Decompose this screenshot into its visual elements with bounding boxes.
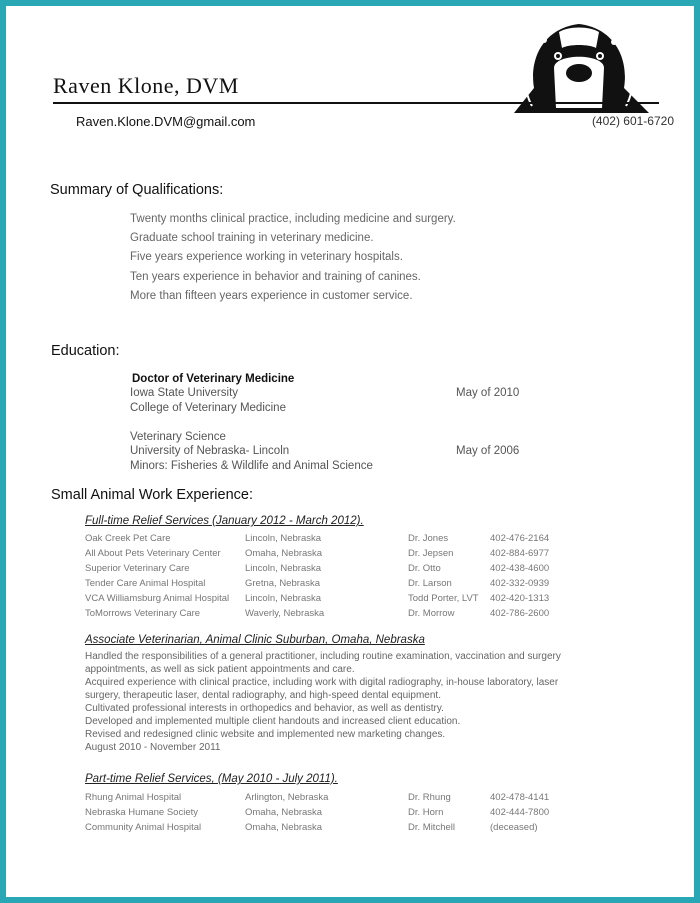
contact-name: Dr. Morrow — [408, 608, 455, 619]
contact-phone: (deceased) — [490, 822, 538, 833]
contact-phone: 402-444-7800 — [490, 807, 550, 818]
email-address[interactable]: Raven.Klone.DVM@gmail.com — [76, 114, 256, 129]
resume-page — [6, 6, 694, 897]
description-line: surgery, therapeutic laser, dental radiography, and high-speed dental equipment. — [85, 690, 441, 701]
graduation-date: May of 2010 — [456, 387, 520, 399]
clinic-location: Lincoln, Nebraska — [245, 533, 322, 544]
summary-item: Ten years experience in behavior and training of canines. — [130, 271, 421, 283]
contact-phone: 402-786-2600 — [490, 608, 550, 619]
contact-name: Dr. Otto — [408, 563, 441, 574]
clinic-name: VCA Williamsburg Animal Hospital — [85, 593, 230, 604]
contact-name: Dr. Jones — [408, 533, 449, 544]
description-line: Developed and implemented multiple client handouts and increased client education. — [85, 716, 461, 727]
applicant-name: Raven Klone, DVM — [53, 73, 239, 98]
contact-name: Dr. Jepsen — [408, 548, 454, 559]
description-line: appointments, as well as sick patient appointments and care. — [85, 664, 355, 675]
clinic-name: Tender Care Animal Hospital — [85, 578, 206, 589]
graduation-date: May of 2006 — [456, 445, 520, 457]
summary-item: Graduate school training in veterinary medicine. — [130, 232, 374, 244]
clinic-location: Lincoln, Nebraska — [245, 593, 322, 604]
clinic-name: All About Pets Veterinary Center — [85, 548, 221, 559]
summary-item: Twenty months clinical practice, including medicine and surgery. — [130, 213, 456, 225]
minors: Minors: Fisheries & Wildlife and Animal Science — [130, 460, 373, 472]
phone-number: (402) 601-6720 — [591, 114, 674, 128]
clinic-location: Lincoln, Nebraska — [245, 563, 322, 574]
clinic-location: Waverly, Nebraska — [245, 608, 325, 619]
table-row — [85, 533, 560, 548]
description-line: Cultivated professional interests in orthopedics and behavior, as well as dentistry. — [85, 703, 444, 714]
contact-phone: 402-332-0939 — [490, 578, 550, 589]
summary-item: More than fifteen years experience in customer service. — [130, 290, 413, 302]
table-row — [85, 563, 560, 578]
clinic-name: Oak Creek Pet Care — [85, 533, 171, 544]
summary-item: Five years experience working in veterinary hospitals. — [130, 251, 403, 263]
table-row — [85, 608, 560, 623]
clinic-location: Omaha, Nebraska — [245, 822, 323, 833]
dog-face-icon — [504, 18, 654, 114]
contact-name: Dr. Mitchell — [408, 822, 455, 833]
experience-heading: Small Animal Work Experience: — [51, 487, 254, 503]
clinic-name: Rhung Animal Hospital — [85, 792, 182, 803]
table-row — [85, 822, 560, 837]
contact-phone: 402-478-4141 — [490, 792, 550, 803]
job-title: Part-time Relief Services, (May 2010 - July 2011). — [85, 773, 338, 785]
table-row — [85, 792, 560, 807]
clinic-location: Omaha, Nebraska — [245, 548, 323, 559]
contact-phone: 402-420-1313 — [490, 593, 550, 604]
employment-dates: August 2010 - November 2011 — [85, 742, 221, 753]
clinic-name: Superior Veterinary Care — [85, 563, 190, 574]
contact-name: Dr. Larson — [408, 578, 452, 589]
degree-title: Doctor of Veterinary Medicine — [132, 373, 295, 385]
degree-field: Veterinary Science — [130, 431, 226, 443]
clinic-location: Gretna, Nebraska — [245, 578, 320, 589]
clinic-name: Community Animal Hospital — [85, 822, 202, 833]
contact-name: Dr. Horn — [408, 807, 444, 818]
table-row — [85, 593, 560, 608]
table-row — [85, 578, 560, 593]
contact-phone: 402-438-4600 — [490, 563, 550, 574]
job-title: Associate Veterinarian, Animal Clinic Suburban, Omaha, Nebraska — [85, 634, 425, 646]
contact-phone: 402-884-6977 — [490, 548, 550, 559]
contact-name: Dr. Rhung — [408, 792, 451, 803]
college-name: College of Veterinary Medicine — [130, 402, 286, 414]
contact-name: Todd Porter, LVT — [408, 593, 479, 604]
contact-phone: 402-476-2164 — [490, 533, 550, 544]
job-title: Full-time Relief Services (January 2012 - March 2012). — [85, 515, 364, 527]
education-heading: Education: — [51, 343, 120, 359]
description-line: Revised and redesigned clinic website and implemented new marketing changes. — [85, 729, 446, 740]
table-row — [85, 548, 560, 563]
school-name: Iowa State University — [130, 387, 239, 399]
clinic-name: ToMorrows Veterinary Care — [85, 608, 201, 619]
clinic-name: Nebraska Humane Society — [85, 807, 198, 818]
table-row — [85, 807, 560, 822]
description-line: Acquired experience with clinical practice, including work with digital radiography, in-house laboratory, laser — [85, 677, 559, 688]
header-divider — [53, 102, 659, 104]
clinic-location: Arlington, Nebraska — [245, 792, 329, 803]
clinic-location: Omaha, Nebraska — [245, 807, 323, 818]
summary-heading: Summary of Qualifications: — [50, 182, 224, 198]
description-line: Handled the responsibilities of a general practitioner, including routine examination, vaccination and surgery — [85, 651, 561, 662]
school-name: University of Nebraska- Lincoln — [130, 445, 290, 457]
